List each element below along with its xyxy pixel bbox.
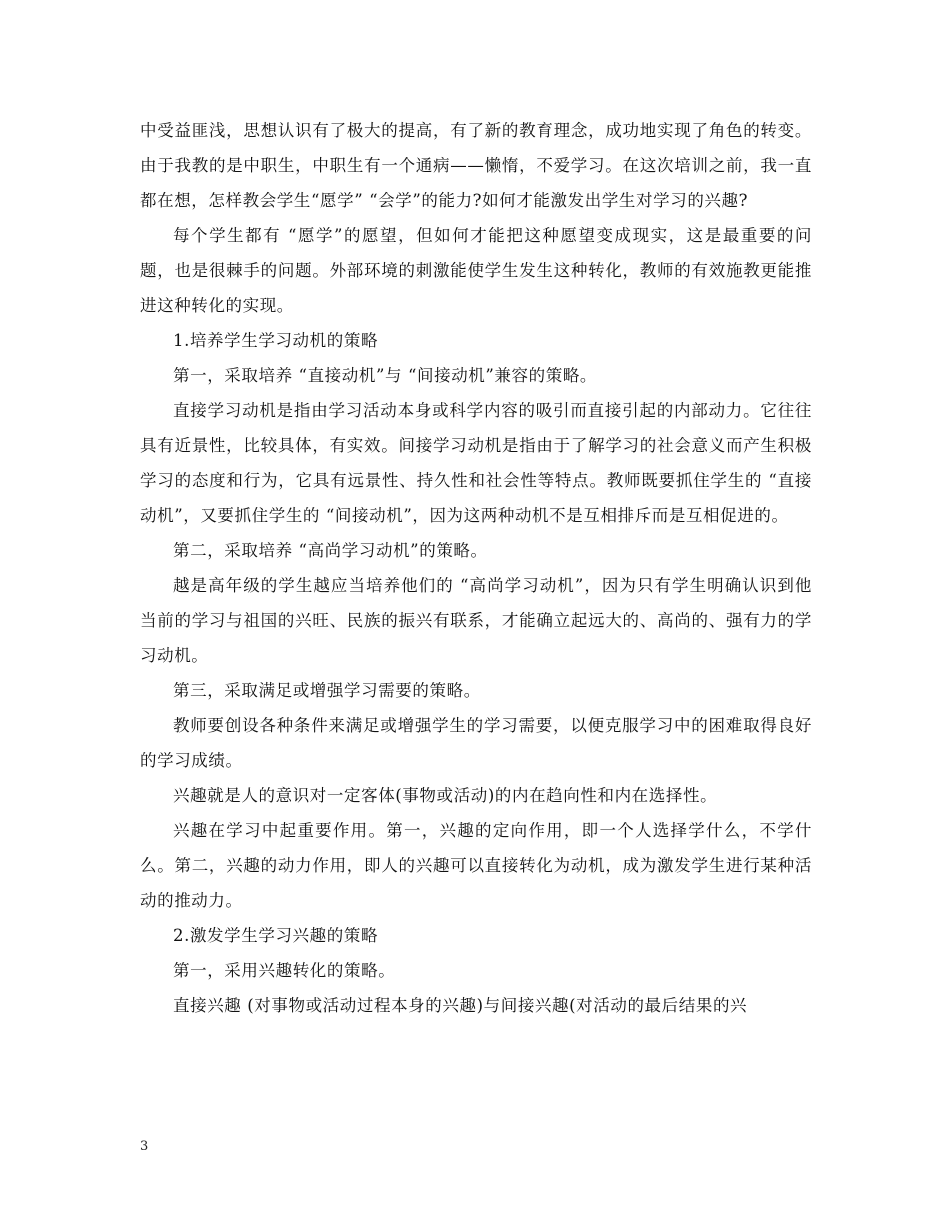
strategy-first-motivation: 第一，采取培养 “直接动机”与 “间接动机”兼容的策略。 xyxy=(173,366,598,385)
paragraph-direct-indirect-interest: 直接兴趣 (对事物或活动过程本身的兴趣)与间接兴趣(对活动的最后结果的兴 xyxy=(173,996,748,1015)
paragraph-interest-role: 兴趣在学习中起重要作用。第一，兴趣的定向作用，即一个人选择学什么，不学什么。第二，兴趣的动力作用，即人的兴趣可以直接转化为动机，成为激发学生进行某种活动的推动力。 xyxy=(140,821,812,910)
paragraph-direct-indirect-motivation: 直接学习动机是指由学习活动本身或科学内容的吸引而直接引起的内部动力。它往往具有近景性，比较具体，有实效。间接学习动机是指由于了解学习的社会意义而产生积极学习的态度和行为，它具有远景性、持久性和社会性等特点。教师既要抓住学生的 “直接动机”，又要抓住学生的 “间接动机”，因为这两种动机不是互相排斥而是互相促进的。 xyxy=(140,401,812,525)
section-heading-motivation: 1.培养学生学习动机的策略 xyxy=(173,331,379,350)
paragraph-continuation: 中受益匪浅，思想认识有了极大的提高，有了新的教育理念，成功地实现了角色的转变。由于我教的是中职生，中职生有一个通病——懒惰，不爱学习。在这次培训之前，我一直都在想，怎样教会学生“愿学” “会学”的能力?如何才能激发出学生对学习的兴趣? xyxy=(140,121,812,210)
strategy-first-interest: 第一，采用兴趣转化的策略。 xyxy=(173,961,396,980)
paragraph-interest-definition: 兴趣就是人的意识对一定客体(事物或活动)的内在趋向性和内在选择性。 xyxy=(173,786,718,805)
paragraph-learning-needs: 教师要创设各种条件来满足或增强学生的学习需要，以便克服学习中的困难取得良好的学习成绩。 xyxy=(140,716,812,770)
page-number: 3 xyxy=(140,1139,149,1154)
document-body xyxy=(140,113,812,1023)
paragraph-willingness: 每个学生都有 “愿学”的愿望，但如何才能把这种愿望变成现实，这是最重要的问题，也是很棘手的问题。外部环境的刺激能使学生发生这种转化，教师的有效施教更能推进这种转化的实现。 xyxy=(140,226,812,315)
section-heading-interest: 2.激发学生学习兴趣的策略 xyxy=(173,926,379,945)
strategy-third-motivation: 第三，采取满足或增强学习需要的策略。 xyxy=(173,681,481,700)
paragraph-noble-motivation: 越是高年级的学生越应当培养他们的 “高尚学习动机”，因为只有学生明确认识到他当前的学习与祖国的兴旺、民族的振兴有联系，才能确立起远大的、高尚的、强有力的学习动机。 xyxy=(140,576,812,665)
strategy-second-motivation: 第二，采取培养 “高尚学习动机”的策略。 xyxy=(173,541,488,560)
